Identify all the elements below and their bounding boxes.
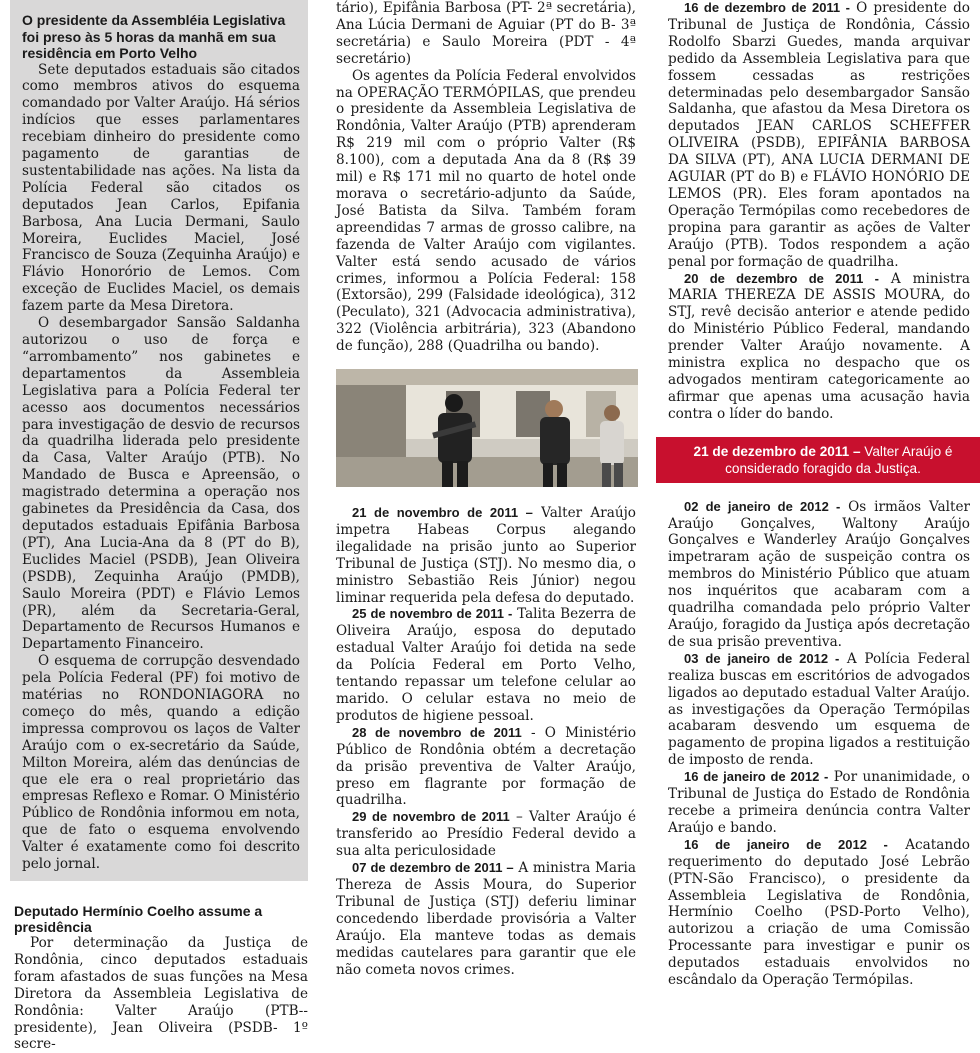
timeline-entry	[336, 725, 636, 810]
entry-date: 28 de novembro de 2011	[352, 724, 522, 740]
highlight-date: 21 de dezembro de 2011 –	[693, 443, 861, 459]
photo-illustration	[336, 369, 638, 487]
column-middle	[336, 0, 636, 978]
timeline-entry	[336, 860, 636, 978]
entry-text: Acatando requerimento do deputado José Lebrão (PTN-São Francisco), o presidente da Assembleia Legislativa de Rondônia, Hermínio Coelho (PSD-Porto Velho), autorizou a criação de uma Comissão Processante para investigar e punir os deputados estaduais envolvidos no escândalo da Operação Termópilas.	[668, 836, 970, 989]
subsection-headline: Deputado Hermínio Coelho assume a presidência	[14, 903, 263, 935]
entry-text: A Polícia Federal realiza buscas em escritórios de advogados ligados ao deputado estadual Valter Araújo. as investigações da Operação Termópilas acabaram desvendo um esquema de pagamento de propina ligados a restituição de imposto de renda.	[668, 650, 970, 769]
entry-date: 03 de janeiro de 2012 -	[684, 650, 840, 666]
entry-date: 16 de janeiro de 2012 -	[684, 836, 888, 852]
timeline-entry	[668, 271, 970, 423]
entry-text: A ministra Maria Thereza de Assis Moura, do Superior Tribunal de Justiça (STJ) deferiu liminar concedendo liberdade provisória a Valter Araújo. Ela manteve todas as demais medidas cautelares para garantir que ele não cometa novos crimes.	[336, 860, 636, 978]
timeline-entry	[668, 769, 970, 837]
box-paragraph: Sete deputados estaduais são citados como membros ativos do esquema comandado por Valter Araújo. Há sérios indícios que esses parlamentares recebiam dinheiro do presidente como pagamento de garantias de sustentabilidade nas ações. Na lista da Polícia Federal são citados os deputados Jean Carlos, Epifania Barbosa, Ana Lucia Dermani, Saulo Moreira, Euclides Maciel, José Francisco de Souza (Zequinha Araújo) e Flávio Honorório de Lemos. Com exceção de Euclides Maciel, os demais fazem parte da Mesa Diretora.	[22, 61, 300, 315]
entry-text: A ministra MARIA THEREZA DE ASSIS MOURA, do STJ, revê decisão anterior e atende pedido do Ministério Público Federal, mandando prender Valter Araújo novamente. A ministra explica no despacho que os advogados mentiram categoricamente ao afirmar que apenas uma acusação havia contra o líder do bando.	[668, 270, 971, 422]
entry-text: Os irmãos Valter Araújo Gonçalves, Waltony Araújo Gonçalves e Wanderley Araújo Gonçalves impetraram ação de suspeição contra os membros do Ministério Público que atuam nos inquéritos que acabaram com a quadrilha comandada pelo próprio Valter Araújo, foragido da Justiça após decretação de sua prisão preventiva.	[668, 498, 970, 650]
column-right	[668, 0, 970, 989]
timeline-entry	[668, 651, 970, 769]
gray-sidebar-box	[10, 0, 308, 881]
entry-text: – Valter Araújo é transferido ao Presídio Federal devido a sua alta periculosidade	[336, 809, 636, 860]
fugitive-highlight-bar	[656, 437, 980, 483]
entry-date: 21 de novembro de 2011 –	[352, 505, 533, 521]
timeline-entry	[336, 809, 636, 860]
entry-date: 20 de dezembro de 2011 -	[684, 270, 879, 286]
subsection-paragraph: Por determinação da Justiça de Rondônia, cinco deputados estaduais foram afastados de suas funções na Mesa Diretora da Assembleia Legislativa de Rondônia: Valter Araújo (PTB--presidente), Jean Oliveira (PSDB- 1º secre-	[14, 935, 308, 1053]
box-headline: O presidente da Assembléia Legislativa foi preso às 5 horas da manhã em sua residência em Porto Velho	[22, 12, 286, 61]
police-operation-photo	[336, 369, 638, 487]
highlight-text: Valter Araújo é considerado foragido da Justiça.	[725, 443, 953, 476]
timeline-entry	[336, 505, 636, 606]
body-paragraph: Os agentes da Polícia Federal envolvidos na OPERAÇÃO TERMÓPILAS, que prendeu o presidente da Assembleia Legislativa de Rondônia, Valter Araújo (PTB) aprenderam R$ 219 mil com o próprio Valter (R$ 8.100), com a deputada Ana da 8 (R$ 39 mil) e R$ 171 mil no quarto de hotel onde morava o secretário-adjunto da Saúde, José Batista da Silva. Também foram apreendidas 7 armas de grosso calibre, na fazenda de Valter Araújo com vigilantes. Valter está sendo acusado de vários crimes, informou a Polícia Federal: 158 (Extorsão), 299 (Falsidade ideológica), 312 (Peculato), 321 (Advocacia administrativa), 322 (Violência arbitrária), 323 (Abandono de função), 288 (Quadrilha ou bando).	[336, 67, 636, 355]
timeline-entry	[668, 499, 970, 651]
entry-text: Talita Bezerra de Oliveira Araújo, esposa do deputado estadual Valter Araújo foi detida na sede da Polícia Federal em Porto Velho, tentando repassar um telefone celular ao marido. O celular estava no meio de produtos de higiene pessoal.	[336, 606, 637, 724]
entry-date: 29 de novembro de 2011	[352, 809, 510, 825]
entry-date: 07 de dezembro de 2011 –	[352, 860, 514, 876]
entry-text: O presidente do Tribunal de Justiça de Rondônia, Cássio Rodolfo Sbarzi Guedes, manda arquivar pedido da Assembleia Legislativa para que fossem cessadas as restrições determinadas pelo desembargador Sansão Saldanha, que afastou da Mesa Diretora os deputados JEAN CARLOS SCHEFFER OLIVEIRA (PSDB), EPIFÂNIA BARBOSA DA SILVA (PT), ANA LUCIA DERMANI DE AGUIAR (PT do B) e FLÁVIO HONÓRIO DE LEMOS (PR). Eles foram apontados na Operação Termópilas como recebedores de propina para garantir as ações de Valter Araújo (PTB). Todos respondem a ação penal por formação de quadrilha.	[668, 0, 970, 270]
entry-date: 16 de dezembro de 2011 -	[684, 0, 850, 15]
timeline-entry	[668, 837, 970, 989]
entry-text: Valter Araújo impetra Habeas Corpus alegando ilegalidade na prisão junto ao Superior Tribunal de Justiça (STJ). No mesmo dia, o ministro Sebastião Reis Júnior) negou liminar requerida pela defesa do deputado.	[336, 505, 636, 606]
entry-date: 16 de janeiro de 2012 -	[684, 769, 829, 785]
timeline-entry	[336, 606, 636, 724]
entry-text: Por unanimidade, o Tribunal de Justiça do Estado de Rondônia recebe a primeira denúncia contra Valter Araújo e bando.	[668, 769, 970, 836]
timeline-entry	[668, 0, 970, 271]
entry-date: 02 de janeiro de 2012 -	[684, 498, 841, 514]
column-left	[10, 0, 308, 1053]
box-paragraph: O esquema de corrupção desvendado pela Polícia Federal (PF) foi motivo de matérias no RONDONIAGORA no começo do mês, quando a edição impressa comprovou os laços de Valter Araújo com o ex-secretário da Saúde, Milton Moreira, além das denúncias de que ele era o real proprietário das empresas Reflexo e Romar. O Ministério Público de Rondônia informou em nota, que de fato o esquema envolvendo Valter é exatamente como foi descrito pelo jornal.	[22, 653, 300, 873]
entry-text: - O Ministério Público de Rondônia obtém a decretação da prisão preventiva de Valter Araújo, preso em flagrante por formação de quadrilha.	[336, 724, 636, 809]
box-paragraph: O desembargador Sansão Saldanha autorizou o uso de força e “arrombamento” nos gabinetes e departamentos da Assembleia Legislativa para a Polícia Federal ter acesso aos documentos necessários para investigação de desvio de recursos da quadrilha liderada pelo presidente da Casa, Valter Araújo (PTB). No Mandado de Busca e Apreensão, o magistrado determina a operação nos gabinetes da Presidência da Casa, dos deputados estaduais Epifânia Barbosa (PT), Ana Lucia-Ana da 8 (PT do B), Euclides Maciel (PSDB), Jean Oliveira (PSDB), Zequinha Araújo (PMDB), Saulo Moreira (PDT) e Flávio Lemos (PR), além da Secretaria-Geral, Departamento de Recursos Humanos e Departamento Financeiro.	[22, 315, 300, 653]
continued-paragraph: tário), Epifânia Barbosa (PT- 2ª secretária), Ana Lúcia Dermani de Aguiar (PT do B- 3ª secretária) e Saulo Moreira (PDT - 4ª secretário)	[336, 0, 636, 67]
entry-date: 25 de novembro de 2011 -	[352, 606, 513, 622]
